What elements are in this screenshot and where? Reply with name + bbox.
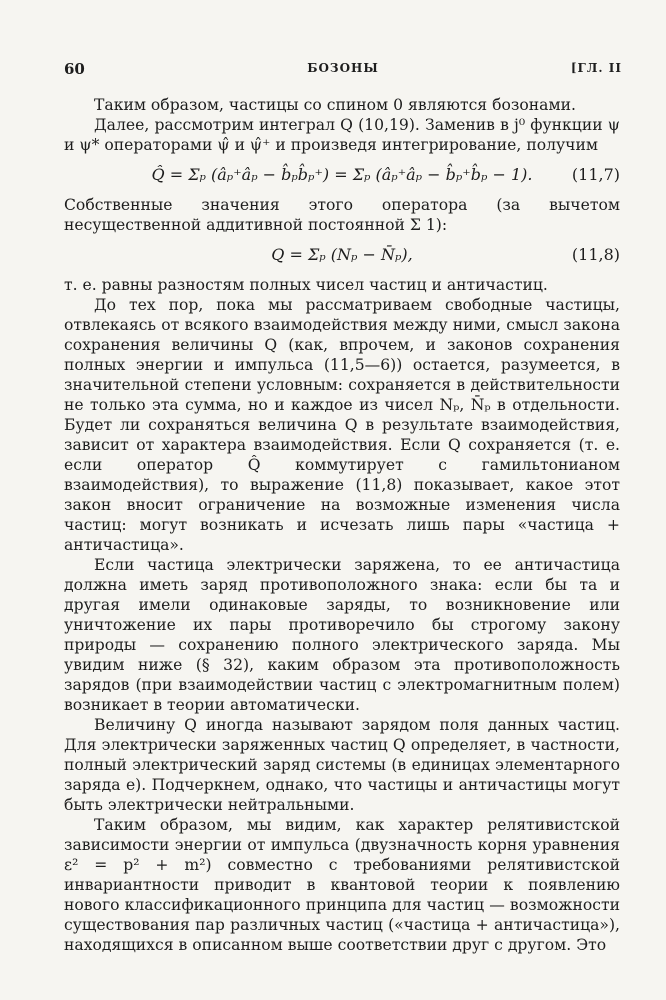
equation-11-8	[64, 235, 620, 275]
paragraph: Собственные значения этого оператора (за вычетом несущественной аддитивной постоянной Σ 1):	[64, 196, 620, 234]
equation-11-7	[64, 155, 620, 195]
chapter-label: [ГЛ. II	[570, 61, 622, 75]
equation-number: (11,8)	[571, 245, 620, 264]
equation-expression: Q = Σₚ (Nₚ − N̄ₚ),	[271, 245, 413, 264]
page-body	[64, 95, 620, 955]
paragraph: Если частица электрически заряжена, то ее античастица должна иметь заряд противоположного знака: если бы та и другая имели одинаковые заряды, то возникновение или уничтожение их пары противоречило бы строгому закону природы — сохранению полного электрического заряда. Мы увидим ниже (§ 32), каким образом эта противоположность зарядов (при взаимодействии частиц с электромагнитным полем) возникает в теории автоматически.	[64, 556, 620, 714]
page-number: 60	[64, 60, 85, 78]
paragraph: До тех пор, пока мы рассматриваем свободные частицы, отвлекаясь от всякого взаимодействия между ними, смысл закона сохранения величины Q (как, впрочем, и законов сохранения полных энергии и импульса (11,5—6)) остается, разумеется, в значительной степени условным: сохраняется в действительности не только эта сумма, но и каждое из чисел Nₚ, N̄ₚ в отдельности. Будет ли сохраняться величина Q в результате взаимодействия, зависит от характера взаимодействия. Если Q сохраняется (т. е. если оператор Q̂ коммутирует с гамильтонианом взаимодействия), то выражение (11,8) показывает, какое этот закон вносит ограничение на возможные изменения числа частиц: могут возникать и исчезать лишь пары «частица + античастица».	[64, 296, 620, 554]
equation-number: (11,7)	[571, 165, 620, 184]
paragraph: Величину Q иногда называют зарядом поля данных частиц. Для электрически заряженных частиц Q определяет, в частности, полный электрический заряд системы (в единицах элементарного заряда e). Подчеркнем, однако, что частицы и античастицы могут быть электрически нейтральными.	[64, 716, 620, 814]
paragraph: т. е. равны разностям полных чисел частиц и античастиц.	[64, 276, 548, 294]
paragraph: Таким образом, частицы со спином 0 являются бозонами.	[94, 96, 576, 114]
paragraph: Далее, рассмотрим интеграл Q (10,19). Заменив в j⁰ функции ψ и ψ* операторами ψ̂ и ψ̂⁺ и произведя интегрирование, получим	[64, 116, 620, 154]
paragraph: Таким образом, мы видим, как характер релятивистской зависимости энергии от импульса (двузначность корня уравнения ε² = p² + m²) совместно с требованиями релятивистской инвариантности приводит в квантовой теории к появлению нового классификационного принципа для частиц — возможности существования пар различных частиц («частица + античастица»), находящихся в описанном выше соответствии друг с другом. Это	[64, 816, 620, 954]
page-header	[64, 60, 622, 82]
running-title: БОЗОНЫ	[307, 61, 379, 75]
equation-expression: Q̂ = Σₚ (âₚ⁺âₚ − b̂ₚb̂ₚ⁺) = Σₚ (âₚ⁺âₚ − b̂ₚ⁺b̂ₚ − 1).	[151, 165, 533, 184]
